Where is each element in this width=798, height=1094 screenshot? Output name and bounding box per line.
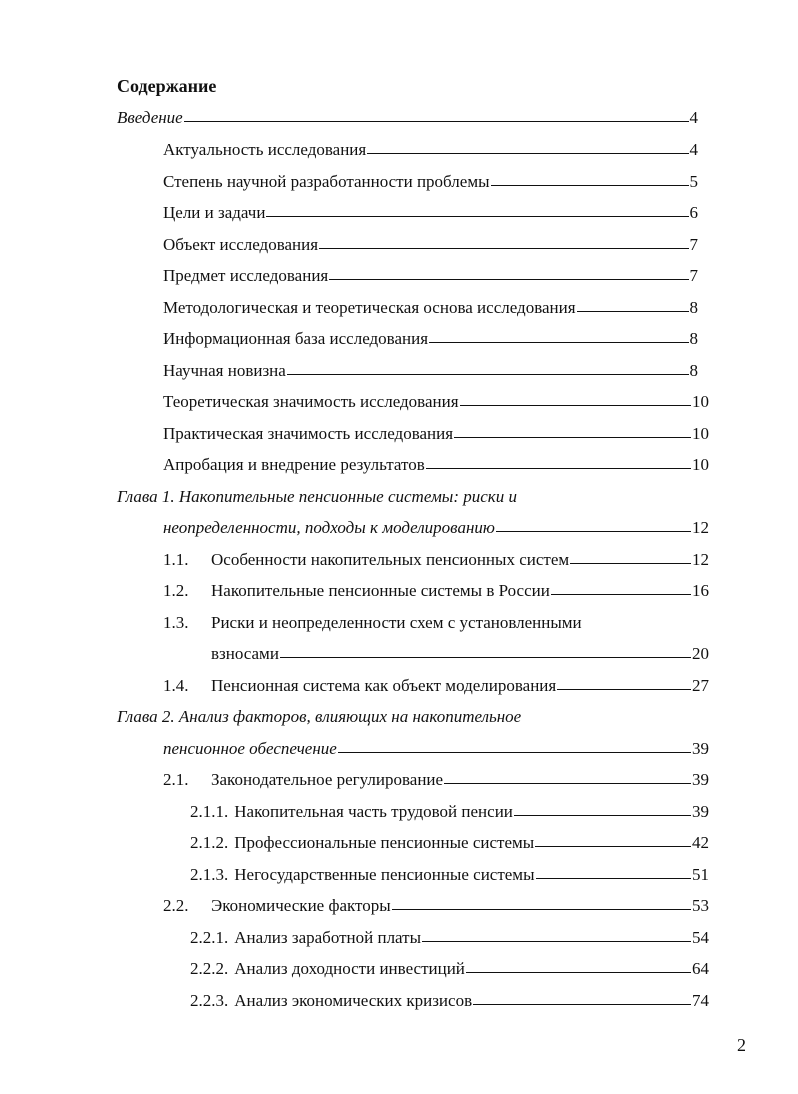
toc-subsection [190, 989, 709, 1013]
toc-entry-page: 4 [689, 140, 698, 159]
dot-leader [577, 296, 689, 312]
dot-leader [280, 642, 691, 658]
section-number: 2.2.3. [190, 991, 229, 1010]
toc-section [163, 548, 709, 572]
dot-leader [466, 957, 691, 973]
dot-leader [551, 579, 691, 595]
toc-entry-label: Накопительные пенсионные системы в России [211, 581, 550, 600]
section-number: 2.1.2. [190, 833, 229, 852]
toc-entry-page: 12 [692, 550, 709, 569]
toc-entry-page: 16 [692, 581, 709, 600]
toc-entry-label: Объект исследования [163, 235, 319, 254]
toc-entry [163, 422, 709, 446]
toc-entry-label: взносами [211, 644, 279, 663]
toc-chapter-2 [163, 737, 709, 761]
toc-entry [163, 296, 698, 320]
toc-entry [163, 170, 698, 194]
dot-leader [514, 800, 691, 816]
dot-leader [496, 516, 691, 532]
section-number: 2.2. [163, 896, 189, 915]
toc-entry-label: Степень научной разработанности проблемы [163, 172, 490, 191]
toc-subsection [190, 926, 709, 950]
toc-subsection [190, 831, 709, 855]
toc-entry-label: Негосударственные пенсионные системы [234, 865, 535, 884]
section-number: 1.1. [163, 550, 189, 569]
toc-entry [163, 233, 698, 257]
toc-entry-label: Апробация и внедрение результатов [163, 455, 425, 474]
toc-entry [163, 201, 698, 225]
toc-entry-label: Научная новизна [163, 361, 286, 380]
toc-entry [163, 453, 709, 477]
dot-leader [491, 170, 689, 186]
dot-leader [392, 894, 691, 910]
section-number: 1.3. [163, 613, 189, 632]
toc-entry-page: 8 [689, 298, 698, 317]
toc-entry-page: 54 [692, 928, 709, 947]
toc-entry-label: Информационная база исследования [163, 329, 429, 348]
toc-entry-label: Особенности накопительных пенсионных систем [211, 550, 570, 569]
dot-leader [367, 138, 688, 154]
toc-section [163, 894, 709, 918]
toc-entry-page: 74 [692, 991, 709, 1010]
section-number: 2.2.2. [190, 959, 229, 978]
toc-entry-label: Анализ экономических кризисов [234, 991, 473, 1010]
section-number: 1.4. [163, 676, 189, 695]
toc-entry-label: Практическая значимость исследования [163, 424, 454, 443]
toc-chapter-2-line1: Глава 2. Анализ факторов, влияющих на накопительное [117, 707, 522, 726]
toc-entry [163, 264, 698, 288]
toc-title: Содержание [117, 76, 217, 96]
toc-entry-page: 5 [689, 172, 698, 191]
toc-entry-page: 4 [689, 108, 698, 127]
toc-entry-page: 12 [692, 518, 709, 537]
section-number: 2.2.1. [190, 928, 229, 947]
toc-entry-page: 10 [692, 392, 709, 411]
toc-entry-page: 27 [692, 676, 709, 695]
dot-leader [426, 453, 691, 469]
toc-entry-label: Введение [117, 108, 183, 127]
toc-entry-page: 20 [692, 644, 709, 663]
toc-chapter-1 [163, 516, 709, 540]
dot-leader [570, 548, 691, 564]
toc-entry-page: 6 [689, 203, 698, 222]
section-number: 2.1.3. [190, 865, 229, 884]
dot-leader [338, 737, 691, 753]
dot-leader [319, 233, 688, 249]
toc-section [163, 768, 709, 792]
dot-leader [535, 831, 691, 847]
page-number: 2 [737, 1035, 746, 1055]
toc-entry [163, 327, 698, 351]
toc-entry-page: 7 [689, 235, 698, 254]
toc-entry-label: Профессиональные пенсионные системы [234, 833, 535, 852]
toc-entry-page: 39 [692, 802, 709, 821]
dot-leader [422, 926, 691, 942]
toc-entry-page: 10 [692, 455, 709, 474]
toc-entry-label: Законодательное регулирование [211, 770, 444, 789]
toc-entry [163, 138, 698, 162]
dot-leader [266, 201, 688, 217]
dot-leader [454, 422, 691, 438]
toc-entry-label: Анализ доходности инвестиций [234, 959, 465, 978]
toc-subsection [190, 863, 709, 887]
toc-entry-label: Пенсионная система как объект моделирования [211, 676, 557, 695]
toc-subsection [190, 957, 709, 981]
toc-entry-label: Анализ заработной платы [234, 928, 422, 947]
dot-leader [460, 390, 691, 406]
toc-section-line2 [211, 642, 709, 666]
toc-entry-label: Предмет исследования [163, 266, 329, 285]
toc-entry [163, 390, 709, 414]
dot-leader [444, 768, 691, 784]
section-number: 2.1. [163, 770, 189, 789]
toc-entry-label: Экономические факторы [211, 896, 391, 915]
toc-entry-label: неопределенности, подходы к моделированию [163, 518, 495, 537]
toc-entry-page: 39 [692, 739, 709, 758]
toc-entry-intro [117, 106, 698, 130]
toc-entry-page: 8 [689, 329, 698, 348]
toc-entry-label: Актуальность исследования [163, 140, 367, 159]
dot-leader [184, 106, 689, 122]
dot-leader [557, 674, 691, 690]
toc-chapter-1-line1: Глава 1. Накопительные пенсионные системы: риски и [117, 487, 517, 506]
dot-leader [536, 863, 692, 879]
toc-entry-label: Методологическая и теоретическая основа исследования [163, 298, 576, 317]
dot-leader [473, 989, 691, 1005]
toc-section [163, 674, 709, 698]
toc-entry-page: 7 [689, 266, 698, 285]
toc-subsection [190, 800, 709, 824]
toc-section-line1 [163, 611, 582, 635]
toc-section [163, 579, 709, 603]
section-number: 2.1.1. [190, 802, 229, 821]
toc-entry-label: Накопительная часть трудовой пенсии [234, 802, 513, 821]
dot-leader [329, 264, 688, 280]
dot-leader [287, 359, 689, 375]
toc-entry-label: Риски и неопределенности схем с установленными [211, 613, 582, 632]
section-number: 1.2. [163, 581, 189, 600]
toc-entry-label: пенсионное обеспечение [163, 739, 337, 758]
toc-entry-page: 42 [692, 833, 709, 852]
toc-entry-page: 51 [692, 865, 709, 884]
toc-entry-page: 39 [692, 770, 709, 789]
toc-entry-label: Цели и задачи [163, 203, 266, 222]
dot-leader [429, 327, 688, 343]
toc-entry [163, 359, 698, 383]
toc-entry-label: Теоретическая значимость исследования [163, 392, 459, 411]
toc-entry-page: 53 [692, 896, 709, 915]
toc-entry-page: 64 [692, 959, 709, 978]
toc-entry-page: 10 [692, 424, 709, 443]
toc-entry-page: 8 [689, 361, 698, 380]
